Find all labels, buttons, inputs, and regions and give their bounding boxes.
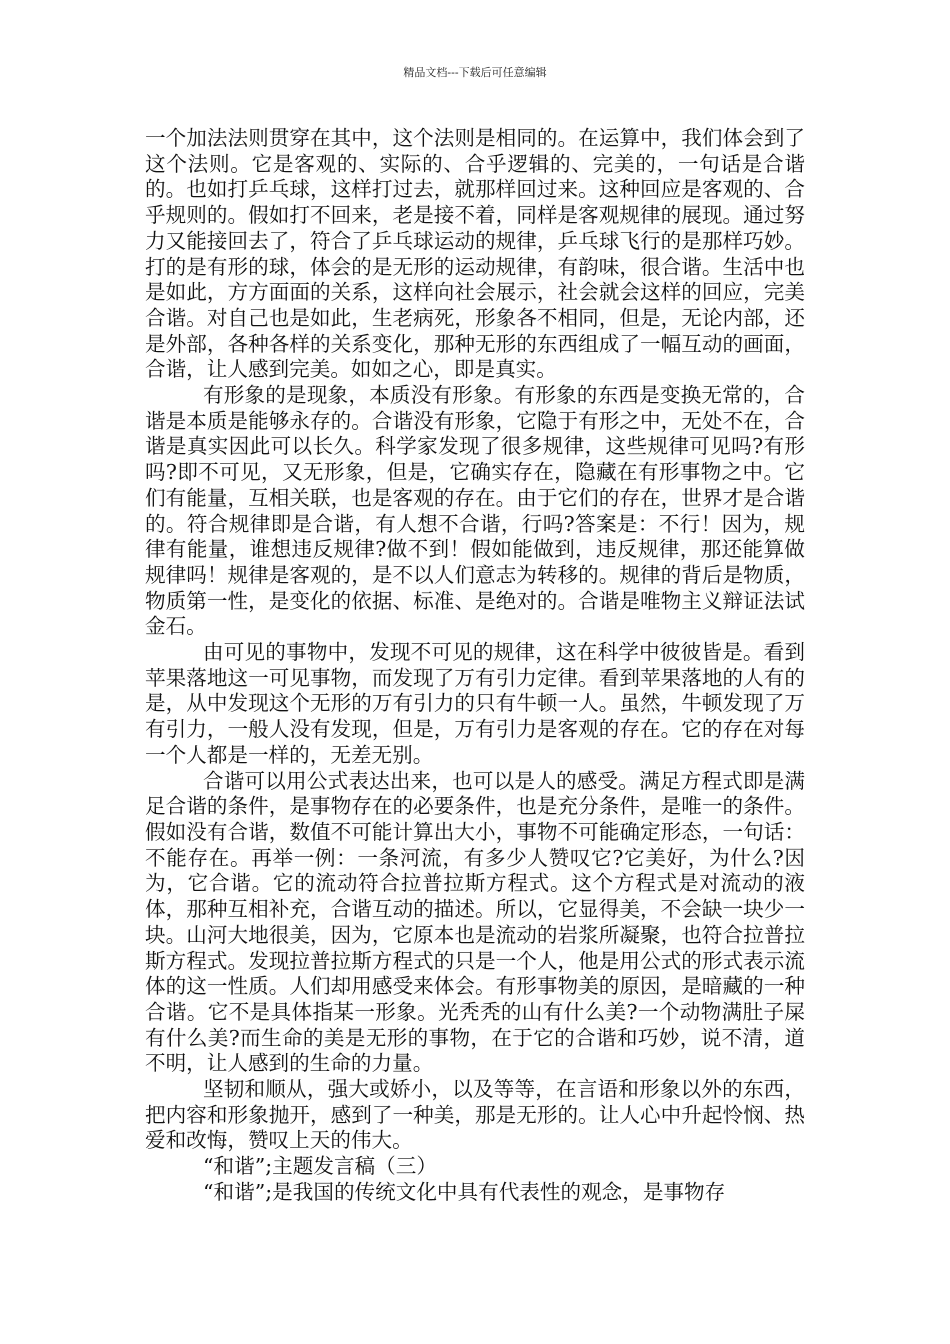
document-body xyxy=(145,126,805,1206)
page-header: 精品文档---下载后可任意编辑 xyxy=(403,66,547,79)
paragraph-2: 有形象的是现象，本质没有形象。有形象的东西是变换无常的，合谐是本质是能够永存的。合谐没有形象，它隐于有形之中，无处不在，合谐是真实因此可以长久。科学家发现了很多规律，这些规律可见吗?有形吗?即不可见，又无形象，但是，它确实存在，隐藏在有形事物之中。它们有能量，互相关联，也是客观的存在。由于它们的存在，世界才是合谐的。符合规律即是合谐，有人想不合谐，行吗?答案是：不行！因为，规律有能量，谁想违反规律?做不到！假如能做到，违反规律，那还能算做规律吗！规律是客观的，是不以人们意志为转移的。规律的背后是物质，物质第一性，是变化的依据、标准、是绝对的。合谐是唯物主义辩证法试金石。 xyxy=(145,383,805,639)
section-heading: “和谐”;主题发言稿（三） xyxy=(203,1154,437,1179)
paragraph-1: 一个加法法则贯穿在其中，这个法则是相同的。在运算中，我们体会到了这个法则。它是客观的、实际的、合乎逻辑的、完美的，一句话是合谐的。也如打乒乓球，这样打过去，就那样回过来。这种回应是客观的、合乎规则的。假如打不回来，老是接不着，同样是客观规律的展现。通过努力又能接回去了，符合了乒乓球运动的规律，乒乓球飞行的是那样巧妙。打的是有形的球，体会的是无形的运动规律，有韵味，很合谐。生活中也是如此，方方面面的关系，这样向社会展示，社会就会这样的回应，完美合谐。对自己也是如此，生老病死，形象各不相同，但是，无论内部，还是外部，各种各样的关系变化，那种无形的东西组成了一幅互动的画面，合谐，让人感到完美。如如之心，即是真实。 xyxy=(145,126,805,382)
paragraph-4: 合谐可以用公式表达出来，也可以是人的感受。满足方程式即是满足合谐的条件，是事物存在的必要条件，也是充分条件，是唯一的条件。假如没有合谐，数值不可能计算出大小，事物不可能确定形态，一句话：不能存在。再举一例：一条河流，有多少人赞叹它?它美好，为什么?因为，它合谐。它的流动符合拉普拉斯方程式。这个方程式是对流动的液体，那种互相补充，合谐互动的描述。所以，它显得美，不会缺一块少一块。山河大地很美，因为，它原本也是流动的岩浆所凝聚，也符合拉普拉斯方程式。发现拉普拉斯方程式的只是一个人，他是用公式的形式表示流体的这一性质。人们却用感受来体会。有形事物美的原因，是暗藏的一种合谐。它不是具体指某一形象。光秃秃的山有什么美?一个动物满肚子屎有什么美?而生命的美是无形的事物，在于它的合谐和巧妙，说不清，道不明，让人感到的生命的力量。 xyxy=(145,768,805,1076)
paragraph-3: 由可见的事物中，发现不可见的规律，这在科学中彼彼皆是。看到苹果落地这一可见事物，而发现了万有引力定律。看到苹果落地的人有的是，从中发现这个无形的万有引力的只有牛顿一人。虽然，牛顿发现了万有引力，一般人没有发现，但是，万有引力是客观的存在。它的存在对每一个人都是一样的，无差无别。 xyxy=(145,640,805,767)
paragraph-5: 坚韧和顺从，强大或娇小，以及等等，在言语和形象以外的东西，把内容和形象抛开，感到了一种美，那是无形的。让人心中升起怜悯、热爱和改悔，赞叹上天的伟大。 xyxy=(145,1077,805,1153)
paragraph-6: “和谐”;是我国的传统文化中具有代表性的观念，是事物存 xyxy=(203,1179,726,1204)
